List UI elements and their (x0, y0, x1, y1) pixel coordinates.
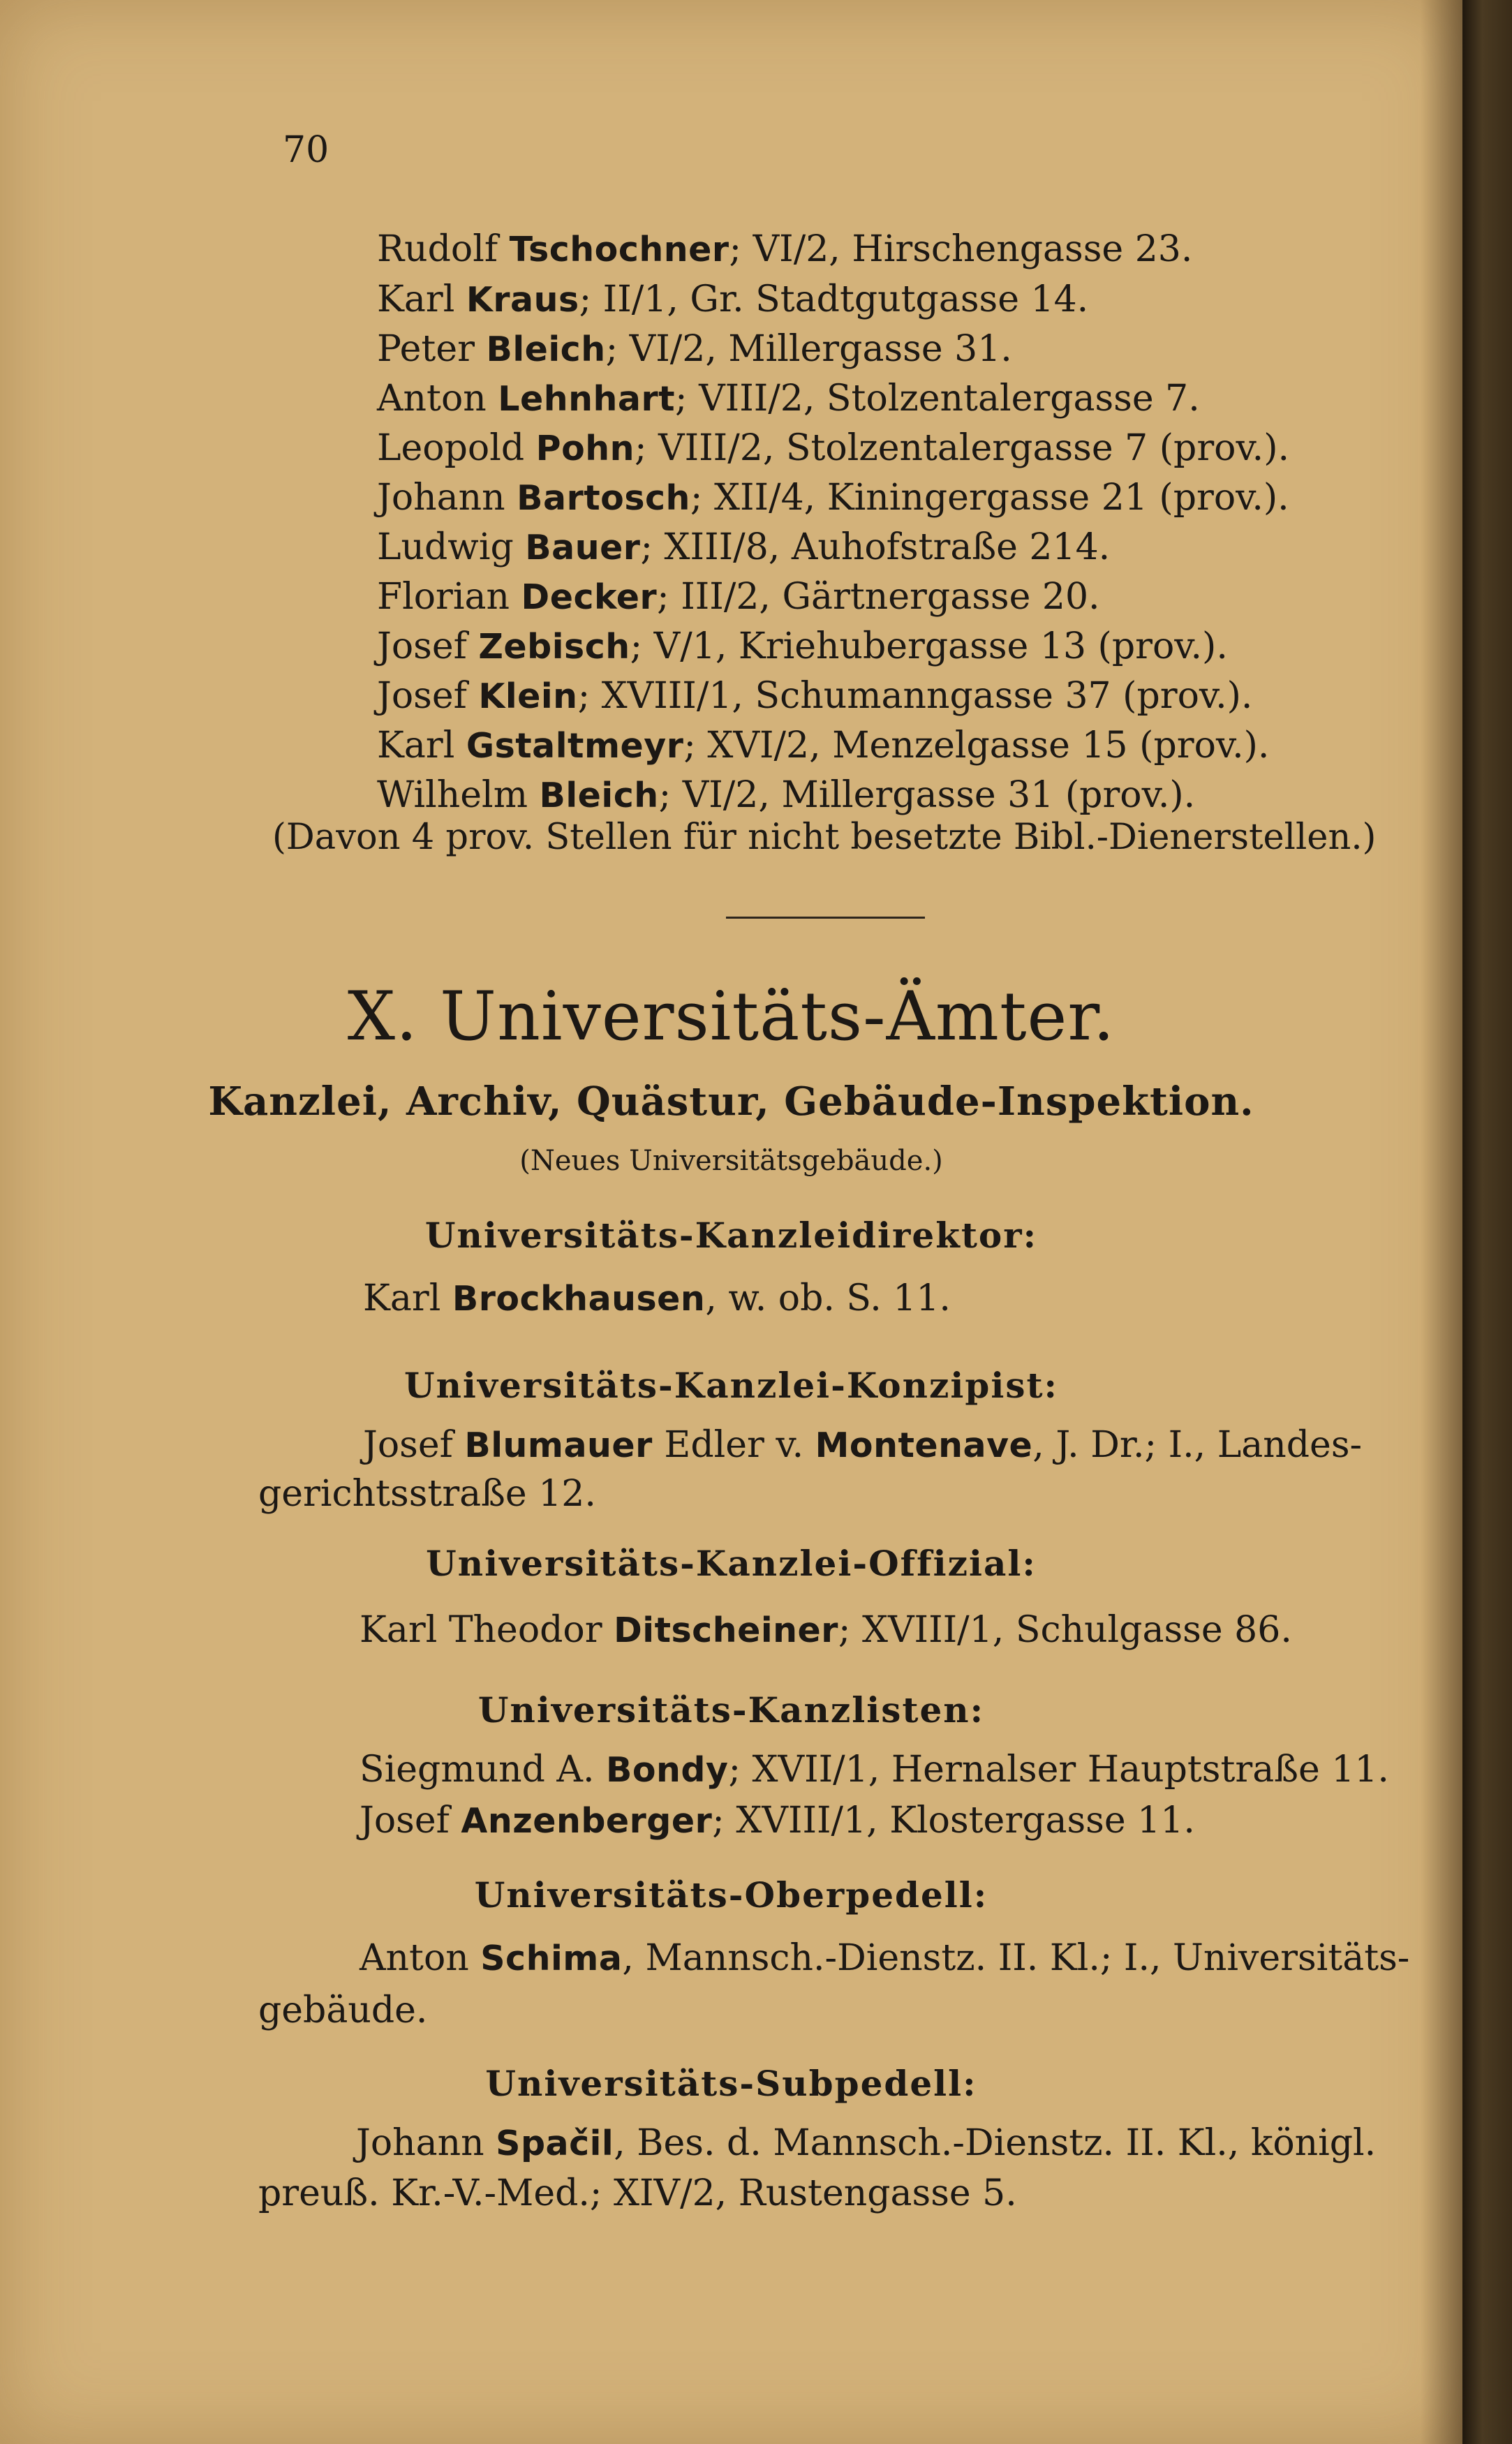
surname: Klein (478, 676, 578, 716)
office-heading: Universitäts-Kanzlei-Konzipist: (403, 1365, 1059, 1406)
surname: Zebisch (478, 627, 630, 667)
office-heading: Universitäts-Kanzlisten: (477, 1689, 985, 1731)
entry-text: preuß. Kr.-V.-Med.; XIV/2, Rustengasse 5. (258, 2172, 1017, 2214)
entry-text: , Bes. d. Mannsch.-Dienstz. II. Kl., königl. (614, 2122, 1377, 2164)
surname: Lehnhart (498, 379, 676, 419)
list-item: Josef Zebisch; V/1, Kriehubergasse 13 (prov.). (377, 625, 1228, 667)
page-number: 70 (283, 129, 329, 171)
list-item: Wilhelm Bleich; VI/2, Millergasse 31 (prov.). (377, 774, 1196, 816)
office-entry-line (363, 1277, 951, 1320)
surname: Schima (480, 1939, 623, 1978)
surname: Spačil (496, 2124, 614, 2163)
surname: Blumauer (464, 1425, 653, 1465)
office-entry-line (360, 1937, 1409, 1980)
entry-text: Karl (363, 1277, 452, 1319)
entry-text: , J. Dr.; I., Landes- (1032, 1424, 1363, 1466)
office-entry-line (360, 1609, 1292, 1652)
list-item: Ludwig Bauer; XIII/8, Auhofstraße 214. (377, 526, 1111, 568)
surname: Pohn (535, 429, 635, 468)
office-entry-line (360, 1800, 1195, 1842)
office-entry-line (360, 1749, 1389, 1791)
surname: Bartosch (517, 478, 690, 518)
surname: Ditscheiner (614, 1610, 838, 1650)
office-entry-line (356, 2122, 1376, 2165)
list-item: Leopold Pohn; VIII/2, Stolzentalergasse 7 (prov.). (377, 427, 1290, 469)
entry-text: , Mannsch.-Dienstz. II. Kl.; I., Universitäts- (622, 1937, 1410, 1979)
entry-text: ; XVIII/1, Klostergasse 11. (712, 1800, 1195, 1842)
surname: Montenave (815, 1425, 1033, 1465)
list-item: Johann Bartosch; XII/4, Kiningergasse 21 (prov.). (377, 477, 1289, 519)
entry-text: ; XVIII/1, Schulgasse 86. (838, 1609, 1292, 1651)
entry-text: Josef (360, 1800, 461, 1842)
surname: Bleich (486, 329, 606, 369)
staff-note: (Davon 4 prov. Stellen für nicht besetzte Bibl.-Dienerstellen.) (272, 817, 1377, 858)
surname: Anzenberger (461, 1801, 713, 1841)
list-item: Florian Decker; III/2, Gärtnergasse 20. (377, 576, 1100, 618)
surname: Tschochner (509, 230, 729, 269)
entry-text: Johann (356, 2122, 496, 2164)
list-item: Karl Kraus; II/1, Gr. Stadtgutgasse 14. (377, 279, 1089, 320)
book-binding (1462, 0, 1512, 2444)
office-entry-line (258, 2172, 1017, 2214)
list-item: Josef Klein; XVIII/1, Schumanngasse 37 (prov.). (377, 675, 1253, 717)
entry-text: ; XVII/1, Hernalser Hauptstraße 11. (728, 1749, 1389, 1791)
entry-text: Edler v. (652, 1424, 815, 1466)
list-item: Karl Gstaltmeyr; XVI/2, Menzelgasse 15 (prov.). (377, 725, 1270, 766)
surname: Kraus (466, 280, 579, 320)
list-item: Rudolf Tschochner; VI/2, Hirschengasse 23. (377, 228, 1193, 270)
office-entry-line (363, 1424, 1362, 1467)
office-heading: Universitäts-Oberpedell: (474, 1874, 988, 1916)
entry-text: gerichtsstraße 12. (258, 1473, 596, 1515)
entry-text: Anton (360, 1937, 481, 1979)
office-heading: Universitäts-Kanzleidirektor: (424, 1215, 1038, 1256)
surname: Bondy (606, 1750, 729, 1790)
list-item: Peter Bleich; VI/2, Millergasse 31. (377, 328, 1012, 370)
location-note: (Neues Universitätsgebäude.) (519, 1145, 943, 1177)
entry-text: Siegmund A. (360, 1749, 607, 1791)
office-heading: Universitäts-Subpedell: (485, 2063, 977, 2104)
surname: Gstaltmeyr (466, 726, 684, 766)
entry-text: gebäude. (258, 1990, 428, 2031)
office-entry-line (258, 1990, 427, 2031)
surname: Bleich (539, 776, 659, 815)
surname: Brockhausen (452, 1279, 706, 1319)
surname: Decker (521, 577, 658, 617)
office-entry-line (258, 1473, 596, 1515)
section-title: X. Universitäts-Ämter. (347, 977, 1116, 1056)
list-item: Anton Lehnhart; VIII/2, Stolzentalergasse 7. (377, 378, 1200, 420)
entry-text: Karl Theodor (360, 1609, 614, 1651)
surname: Bauer (525, 528, 641, 568)
entry-text: , w. ob. S. 11. (705, 1277, 951, 1319)
office-heading: Universitäts-Kanzlei-Offizial: (426, 1543, 1037, 1584)
entry-text: Josef (363, 1424, 465, 1466)
section-divider (726, 917, 925, 919)
section-subtitle: Kanzlei, Archiv, Quästur, Gebäude-Inspektion. (208, 1079, 1254, 1125)
